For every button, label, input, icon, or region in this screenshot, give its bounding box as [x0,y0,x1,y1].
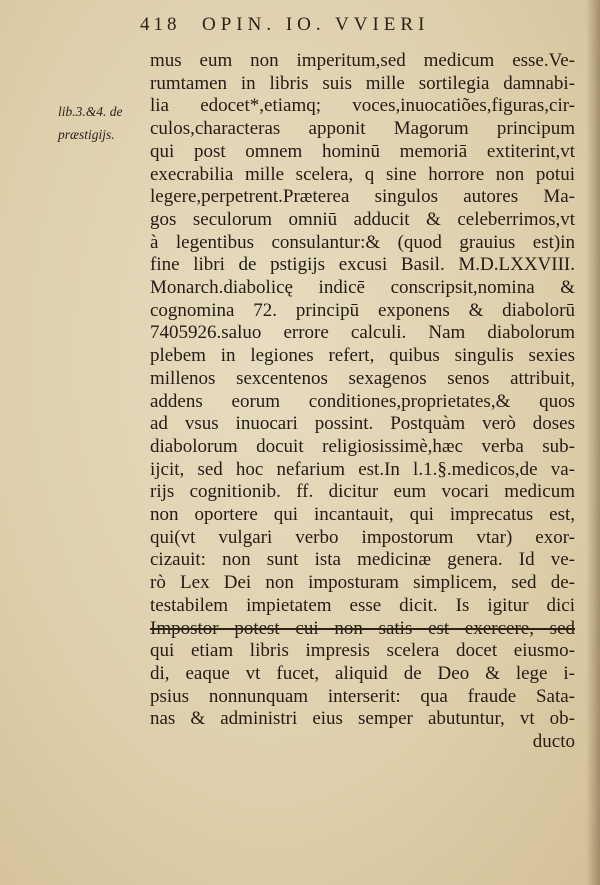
page-header [140,14,540,40]
text-line: fine libri de pstigijs excusi Basil. M.D.LXXVIII. [150,254,575,276]
text-line: psius nonnunquam interserit: qua fraude Sata- [150,685,575,707]
marginal-note-line: lib.3.&4. de [58,104,123,119]
text-line: ad vsus inuocari possint. Postquàm verò doses [150,413,575,435]
text-line: diabolorum docuit religiosissimè,hæc verba sub- [150,435,575,457]
text-line: millenos sexcentenos sexagenos senos attribuit, [150,367,575,389]
text-line: qui post omnem hominū memoriā extiterint,vt [150,140,575,162]
text-line: rumtamen in libris suis mille sortilegia damnabi- [150,72,575,94]
text-line: addens eorum conditiones,proprietates,& quos [150,390,575,412]
text-line: testabilem impietatem esse dicit. Is igitur dici [150,594,575,616]
text-line: rò Lex Dei non imposturam simplicem, sed de- [150,572,575,594]
text-line: di, eaque vt fucet, aliquid de Deo & lege i- [150,662,575,684]
text-line: execrabilia mille scelera, q sine horrore non potui [150,163,575,185]
text-line: legere,perpetrent.Præterea singulos autores Ma- [150,186,575,208]
text-line: non oportere qui incantauit, qui imprecatus est, [150,504,575,526]
text-line: à legentibus consulantur:& (quod grauius est)in [150,231,575,253]
running-head: OPIN. IO. VVIERI [202,14,430,35]
marginal-note [58,100,154,146]
text-line: ijcit, sed hoc nefarium est.In l.1.§.medicos,de va- [150,458,575,480]
text-line: lia edocet*,etiamq; voces,inuocatiões,figuras,cir- [150,95,575,117]
body-text [150,50,575,754]
text-line: qui etiam libris impresis scelera docet eiusmo- [150,640,575,662]
text-line: nas & administri eius semper abutuntur, vt ob- [150,708,575,730]
text-line: mus eum non imperitum,sed medicum esse.Ve- [150,50,575,71]
text-line: 7405926.saluo errore calculi. Nam diabolorum [150,322,575,344]
text-line: Monarch.diabolicę indicē conscripsit,nomina & [150,277,575,299]
text-line: rijs cognitionib. ff. dicitur eum vocari medicum [150,481,575,503]
marginal-note-line: præstigijs. [58,127,115,142]
text-line: plebem in legiones refert, quibus singulis sexies [150,345,575,367]
text-line: gos seculorum omniū adducit & celeberrimos,vt [150,208,575,230]
catchword: ducto [532,731,575,753]
struck-text-line: Impostor potest cui non satis est exercere, sed [150,617,575,639]
text-line: culos,characteras apponit Magorum principum [150,118,575,140]
text-line: qui(vt vulgari verbo impostorum vtar) exor- [150,526,575,548]
text-line: cizauit: non sunt ista medicinæ genera. Id ve- [150,549,575,571]
spine-shadow [586,0,600,885]
page-number: 418 [140,14,181,35]
text-line: cognomina 72. principū exponens & diabolorū [150,299,575,321]
